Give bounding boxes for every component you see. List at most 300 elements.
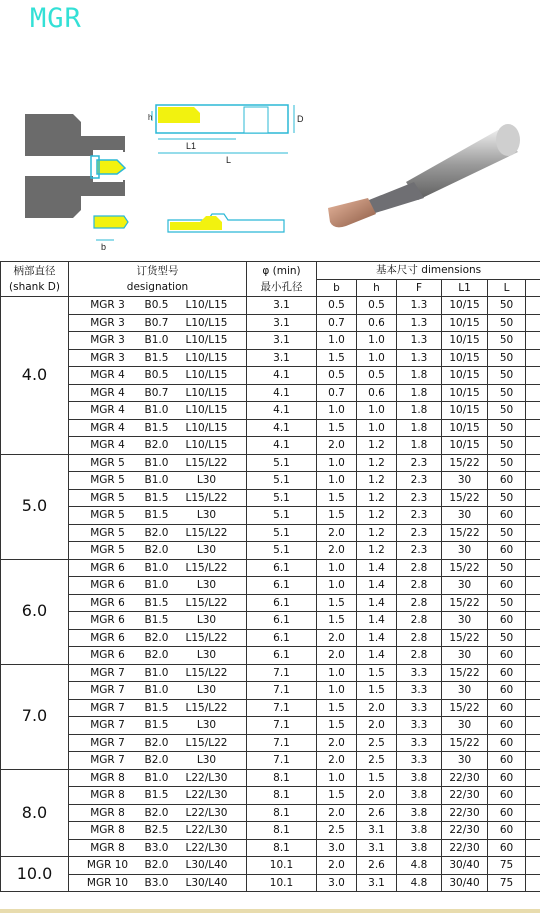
table-row — [1, 647, 540, 665]
shank-diameter-cell: 5.0 — [1, 454, 69, 559]
cell-b: 2.0 — [317, 857, 357, 875]
designation-model: MGR 5 — [90, 509, 125, 521]
designation-b-code: B1.0 — [144, 561, 169, 574]
cell-min: 5.1 — [247, 454, 317, 472]
cell-min: 7.1 — [247, 752, 317, 770]
cell-b: 1.0 — [317, 682, 357, 700]
table-row — [1, 524, 540, 542]
cell-l: 50 — [488, 314, 526, 332]
designation-cell — [69, 734, 247, 752]
table-row — [1, 419, 540, 437]
cell-min: 7.1 — [247, 734, 317, 752]
cell-f: 1.8 — [397, 367, 442, 385]
cell-b: 1.0 — [317, 769, 357, 787]
table-row — [1, 822, 540, 840]
designation-b-code: B2.0 — [144, 806, 169, 819]
designation-cell — [69, 682, 247, 700]
cell-l1: 10/15 — [442, 384, 488, 402]
designation-model: MGR 10 — [86, 859, 129, 871]
cell-extra — [526, 419, 540, 437]
table-row — [1, 454, 540, 472]
cell-b: 2.0 — [317, 437, 357, 455]
designation-len: L15/L22 — [185, 456, 228, 469]
cell-extra — [526, 507, 540, 525]
header-shank: 柄部直径 (shank D) — [1, 262, 69, 297]
cell-l: 60 — [488, 472, 526, 490]
designation-b-code: B1.5 — [144, 701, 169, 714]
cell-l1: 15/22 — [442, 594, 488, 612]
cell-l: 60 — [488, 769, 526, 787]
designation-cell — [69, 857, 247, 875]
shank-diameter-cell: 7.0 — [1, 664, 69, 769]
cell-min: 4.1 — [247, 384, 317, 402]
cell-min: 8.1 — [247, 839, 317, 857]
cell-l: 50 — [488, 524, 526, 542]
cell-h: 2.0 — [357, 699, 397, 717]
cell-l1: 15/22 — [442, 664, 488, 682]
designation-len: L15/L22 — [185, 596, 228, 609]
cell-min: 5.1 — [247, 507, 317, 525]
cell-min: 5.1 — [247, 489, 317, 507]
designation-cell — [69, 769, 247, 787]
shank-diameter-cell: 6.0 — [1, 559, 69, 664]
designation-len: L15/L22 — [185, 631, 228, 644]
designation-b-code: B1.0 — [144, 666, 169, 679]
cell-extra — [526, 822, 540, 840]
dim-label-d: D — [297, 114, 304, 124]
cell-h: 1.4 — [357, 577, 397, 595]
cell-extra — [526, 402, 540, 420]
designation-model: MGR 6 — [90, 631, 125, 644]
cell-b: 2.0 — [317, 629, 357, 647]
cell-h: 1.2 — [357, 507, 397, 525]
cell-l: 50 — [488, 367, 526, 385]
cell-l: 50 — [488, 349, 526, 367]
cell-f: 3.8 — [397, 787, 442, 805]
cell-b: 2.0 — [317, 804, 357, 822]
cell-extra — [526, 297, 540, 315]
cell-h: 1.0 — [357, 402, 397, 420]
designation-cell — [69, 577, 247, 595]
cell-extra — [526, 577, 540, 595]
cell-l1: 30 — [442, 612, 488, 630]
designation-len: L10/L15 — [185, 299, 228, 311]
designation-model: MGR 8 — [90, 771, 125, 784]
designation-b-code: B1.5 — [144, 719, 169, 731]
cell-min: 6.1 — [247, 629, 317, 647]
table-row — [1, 437, 540, 455]
designation-cell — [69, 559, 247, 577]
cell-extra — [526, 384, 540, 402]
designation-cell — [69, 629, 247, 647]
cell-h: 1.2 — [357, 454, 397, 472]
cell-min: 6.1 — [247, 577, 317, 595]
designation-len: L22/L30 — [185, 789, 228, 801]
table-row — [1, 787, 540, 805]
table-row — [1, 664, 540, 682]
designation-model: MGR 5 — [90, 456, 125, 469]
cell-f: 2.3 — [397, 489, 442, 507]
cell-extra — [526, 839, 540, 857]
cell-extra — [526, 769, 540, 787]
cell-l: 60 — [488, 612, 526, 630]
cell-min: 3.1 — [247, 314, 317, 332]
cell-extra — [526, 857, 540, 875]
designation-model: MGR 5 — [90, 544, 125, 556]
designation-cell — [69, 402, 247, 420]
designation-cell — [69, 612, 247, 630]
cell-f: 1.3 — [397, 297, 442, 315]
designation-len: L30 — [196, 649, 217, 661]
cell-l: 75 — [488, 857, 526, 875]
designation-model: MGR 6 — [90, 579, 125, 591]
cell-extra — [526, 594, 540, 612]
cell-f: 1.3 — [397, 332, 442, 350]
designation-len: L10/L15 — [185, 386, 228, 399]
cell-min: 8.1 — [247, 787, 317, 805]
cell-h: 3.1 — [357, 822, 397, 840]
designation-len: L22/L30 — [185, 824, 228, 836]
designation-cell — [69, 699, 247, 717]
cell-l1: 15/22 — [442, 629, 488, 647]
designation-len: L30 — [196, 579, 217, 591]
cell-h: 1.4 — [357, 612, 397, 630]
table-row — [1, 314, 540, 332]
designation-b-code: B1.5 — [144, 351, 169, 364]
designation-b-code: B2.0 — [144, 439, 169, 451]
designation-len: L30 — [196, 719, 217, 731]
designation-b-code: B2.0 — [144, 859, 169, 871]
table-row — [1, 629, 540, 647]
cell-h: 0.6 — [357, 314, 397, 332]
cell-f: 3.3 — [397, 734, 442, 752]
designation-cell — [69, 594, 247, 612]
cell-l1: 15/22 — [442, 454, 488, 472]
cell-extra — [526, 752, 540, 770]
cell-h: 1.5 — [357, 769, 397, 787]
cell-h: 0.6 — [357, 384, 397, 402]
cell-h: 1.2 — [357, 524, 397, 542]
cell-h: 1.5 — [357, 664, 397, 682]
designation-b-code: B2.0 — [144, 736, 169, 749]
header-dimensions: 基本尺寸 dimensions — [317, 262, 540, 280]
cell-l: 60 — [488, 787, 526, 805]
designation-b-code: B3.0 — [144, 841, 169, 854]
designation-b-code: B1.5 — [144, 614, 169, 626]
header-designation: 订货型号 designation — [69, 262, 247, 297]
tool-side-view-diagram — [148, 97, 310, 167]
cell-f: 2.8 — [397, 612, 442, 630]
designation-model: MGR 8 — [90, 841, 125, 854]
cell-extra — [526, 787, 540, 805]
cell-b: 1.5 — [317, 717, 357, 735]
cell-l1: 22/30 — [442, 804, 488, 822]
cell-h: 2.5 — [357, 752, 397, 770]
designation-model: MGR 6 — [90, 614, 125, 626]
cell-l1: 10/15 — [442, 402, 488, 420]
cell-h: 2.6 — [357, 857, 397, 875]
header-l1: L1 — [442, 279, 488, 297]
table-row — [1, 507, 540, 525]
cell-min: 5.1 — [247, 524, 317, 542]
cell-h: 0.5 — [357, 297, 397, 315]
cell-l1: 10/15 — [442, 419, 488, 437]
table-row — [1, 489, 540, 507]
designation-len: L15/L22 — [185, 561, 228, 574]
table-row — [1, 699, 540, 717]
designation-model: MGR 8 — [90, 824, 125, 836]
designation-b-code: B1.5 — [144, 789, 169, 801]
designation-cell — [69, 489, 247, 507]
cell-f: 2.3 — [397, 454, 442, 472]
cell-l: 60 — [488, 542, 526, 560]
designation-model: MGR 4 — [90, 386, 125, 399]
dim-label-b: b — [101, 242, 107, 252]
table-row — [1, 349, 540, 367]
cell-l1: 22/30 — [442, 769, 488, 787]
footer-bar — [0, 909, 540, 913]
designation-model: MGR 4 — [90, 404, 125, 416]
cell-l: 60 — [488, 752, 526, 770]
designation-len: L10/L15 — [185, 421, 228, 434]
cell-l1: 22/30 — [442, 822, 488, 840]
cell-extra — [526, 874, 540, 892]
cell-f: 2.8 — [397, 577, 442, 595]
cell-f: 3.3 — [397, 699, 442, 717]
designation-len: L10/L15 — [185, 439, 228, 451]
designation-model: MGR 4 — [90, 369, 125, 381]
cell-h: 1.2 — [357, 472, 397, 490]
cell-min: 7.1 — [247, 664, 317, 682]
cell-l1: 22/30 — [442, 787, 488, 805]
designation-b-code: B1.0 — [144, 684, 169, 696]
designation-b-code: B1.5 — [144, 491, 169, 504]
designation-model: MGR 8 — [90, 806, 125, 819]
table-row — [1, 752, 540, 770]
cell-b: 1.5 — [317, 507, 357, 525]
cell-extra — [526, 699, 540, 717]
dim-label-h: h — [148, 113, 153, 122]
cell-f: 3.3 — [397, 664, 442, 682]
cell-b: 2.0 — [317, 752, 357, 770]
cell-extra — [526, 524, 540, 542]
designation-len: L15/L22 — [185, 526, 228, 539]
cell-l1: 30/40 — [442, 874, 488, 892]
cell-h: 1.4 — [357, 559, 397, 577]
cell-l: 60 — [488, 734, 526, 752]
designation-model: MGR 10 — [86, 876, 129, 889]
cell-l1: 30 — [442, 682, 488, 700]
cell-f: 4.8 — [397, 874, 442, 892]
cell-l1: 10/15 — [442, 297, 488, 315]
cell-l1: 15/22 — [442, 524, 488, 542]
designation-len: L15/L22 — [185, 491, 228, 504]
cell-l1: 30 — [442, 752, 488, 770]
cell-h: 2.5 — [357, 734, 397, 752]
designation-cell — [69, 367, 247, 385]
table-row — [1, 734, 540, 752]
cell-b: 1.0 — [317, 472, 357, 490]
table-row — [1, 857, 540, 875]
cell-h: 2.0 — [357, 787, 397, 805]
designation-model: MGR 8 — [90, 789, 125, 801]
header-min-bore: φ (min) 最小孔径 — [247, 262, 317, 297]
cell-l1: 30 — [442, 647, 488, 665]
cell-b: 0.7 — [317, 314, 357, 332]
designation-len: L30 — [196, 614, 217, 626]
designation-b-code: B1.0 — [144, 456, 169, 469]
cell-min: 3.1 — [247, 297, 317, 315]
cell-l1: 15/22 — [442, 559, 488, 577]
cell-extra — [526, 612, 540, 630]
designation-b-code: B1.5 — [144, 421, 169, 434]
cell-min: 6.1 — [247, 612, 317, 630]
designation-model: MGR 4 — [90, 421, 125, 434]
table-row — [1, 612, 540, 630]
cell-b: 2.0 — [317, 524, 357, 542]
cell-f: 2.8 — [397, 629, 442, 647]
cell-extra — [526, 682, 540, 700]
designation-cell — [69, 542, 247, 560]
cell-l: 50 — [488, 437, 526, 455]
cell-l: 60 — [488, 699, 526, 717]
cell-f: 1.8 — [397, 437, 442, 455]
cell-l1: 30 — [442, 542, 488, 560]
cell-f: 2.3 — [397, 524, 442, 542]
designation-len: L30 — [196, 684, 217, 696]
cell-l: 60 — [488, 664, 526, 682]
designation-cell — [69, 717, 247, 735]
designation-cell — [69, 822, 247, 840]
designation-b-code: B2.0 — [144, 544, 169, 556]
cell-l1: 30/40 — [442, 857, 488, 875]
designation-b-code: B2.0 — [144, 631, 169, 644]
cell-f: 3.8 — [397, 822, 442, 840]
cell-l1: 10/15 — [442, 314, 488, 332]
cell-b: 1.5 — [317, 787, 357, 805]
cell-l1: 10/15 — [442, 437, 488, 455]
designation-model: MGR 7 — [90, 684, 125, 696]
cell-extra — [526, 559, 540, 577]
cell-b: 1.0 — [317, 332, 357, 350]
cell-min: 10.1 — [247, 857, 317, 875]
cell-min: 7.1 — [247, 699, 317, 717]
cell-h: 0.5 — [357, 367, 397, 385]
designation-b-code: B0.7 — [144, 386, 169, 399]
designation-len: L10/L15 — [185, 334, 228, 346]
designation-model: MGR 4 — [90, 439, 125, 451]
cell-h: 1.0 — [357, 349, 397, 367]
designation-b-code: B2.5 — [144, 824, 169, 836]
cell-extra — [526, 542, 540, 560]
cell-f: 2.8 — [397, 647, 442, 665]
cell-min: 8.1 — [247, 822, 317, 840]
table-row — [1, 542, 540, 560]
dim-label-l1: L1 — [186, 141, 197, 151]
cell-l: 60 — [488, 682, 526, 700]
designation-len: L15/L22 — [185, 666, 228, 679]
designation-cell — [69, 454, 247, 472]
shank-diameter-cell: 10.0 — [1, 857, 69, 892]
cell-h: 1.4 — [357, 594, 397, 612]
cell-b: 0.5 — [317, 367, 357, 385]
cell-b: 1.0 — [317, 454, 357, 472]
designation-cell — [69, 349, 247, 367]
table-row — [1, 577, 540, 595]
cell-b: 3.0 — [317, 839, 357, 857]
cell-f: 1.3 — [397, 314, 442, 332]
table-row — [1, 559, 540, 577]
designation-cell — [69, 384, 247, 402]
designation-len: L15/L22 — [185, 701, 228, 714]
cell-extra — [526, 629, 540, 647]
cell-h: 2.0 — [357, 717, 397, 735]
table-row — [1, 874, 540, 892]
cell-b: 1.5 — [317, 489, 357, 507]
cell-f: 2.3 — [397, 542, 442, 560]
shank-diameter-cell: 4.0 — [1, 297, 69, 455]
cell-h: 1.2 — [357, 542, 397, 560]
cell-min: 6.1 — [247, 559, 317, 577]
cell-b: 0.7 — [317, 384, 357, 402]
cell-min: 10.1 — [247, 874, 317, 892]
cell-f: 1.8 — [397, 384, 442, 402]
cell-extra — [526, 472, 540, 490]
cell-f: 3.8 — [397, 839, 442, 857]
designation-b-code: B0.7 — [144, 316, 169, 329]
cell-h: 1.2 — [357, 437, 397, 455]
designation-cell — [69, 752, 247, 770]
designation-cell — [69, 314, 247, 332]
cell-l1: 30 — [442, 577, 488, 595]
designation-len: L10/L15 — [185, 316, 228, 329]
designation-model: MGR 7 — [90, 754, 125, 766]
designation-b-code: B1.5 — [144, 596, 169, 609]
cell-min: 7.1 — [247, 682, 317, 700]
designation-b-code: B3.0 — [144, 876, 169, 889]
cell-min: 7.1 — [247, 717, 317, 735]
cell-f: 2.8 — [397, 594, 442, 612]
cell-l: 60 — [488, 647, 526, 665]
table-row — [1, 717, 540, 735]
cell-l: 75 — [488, 874, 526, 892]
designation-model: MGR 7 — [90, 736, 125, 749]
designation-len: L30 — [196, 509, 217, 521]
designation-cell — [69, 297, 247, 315]
cell-f: 1.8 — [397, 419, 442, 437]
designation-cell — [69, 507, 247, 525]
cell-l: 60 — [488, 717, 526, 735]
designation-b-code: B2.0 — [144, 649, 169, 661]
cell-extra — [526, 717, 540, 735]
cell-extra — [526, 804, 540, 822]
cell-l1: 10/15 — [442, 367, 488, 385]
table-row — [1, 332, 540, 350]
cell-min: 6.1 — [247, 594, 317, 612]
dim-label-l: L — [226, 155, 232, 165]
cell-l: 60 — [488, 577, 526, 595]
cell-f: 3.3 — [397, 682, 442, 700]
cell-f: 3.3 — [397, 752, 442, 770]
designation-cell — [69, 472, 247, 490]
page-title: MGR — [30, 3, 82, 34]
cell-min: 6.1 — [247, 647, 317, 665]
product-photo — [318, 90, 530, 250]
cell-f: 3.3 — [397, 717, 442, 735]
designation-cell — [69, 787, 247, 805]
cell-b: 2.0 — [317, 734, 357, 752]
designation-len: L10/L15 — [185, 369, 228, 381]
